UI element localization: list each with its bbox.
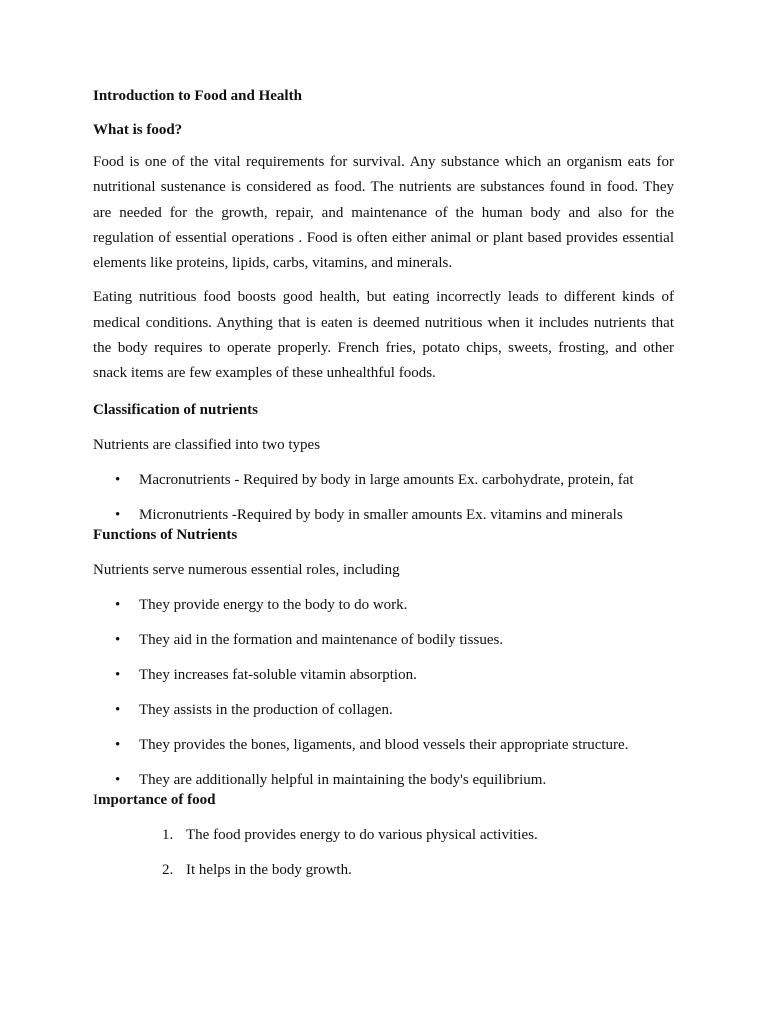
list-item <box>93 470 674 490</box>
paragraph-nutritious-food: Eating nutritious food boosts good health, but eating incorrectly leads to different kinds of medical conditions. Anything that is eaten is deemed nutritious when it includes nutrients that the body requires to operate properly. French fries, potato chips, sweets, frosting, and other snack items are few examples of these unhealthful foods. <box>93 289 674 382</box>
list-item-text: Micronutrients -Required by body in smaller amounts Ex. vitamins and minerals <box>139 506 623 523</box>
bullet-icon: • <box>115 666 121 683</box>
bullet-icon: • <box>115 701 121 718</box>
paragraph-food-definition: Food is one of the vital requirements for survival. Any substance which an organism eats for nutritional sustenance is considered as food. The nutrients are substances found in food. They are needed for the growth, repair, and maintenance of the human body and also for the regulation of essential operations . Food is often either animal or plant based provides essential elements like proteins, lipids, carbs, vitamins, and minerals. <box>93 154 674 272</box>
list-item <box>93 770 674 790</box>
functions-list <box>93 595 674 790</box>
importance-list <box>93 825 674 880</box>
list-number: 2. <box>162 861 174 878</box>
bullet-icon: • <box>115 736 121 753</box>
list-item <box>93 595 674 615</box>
list-item-text: They aid in the formation and maintenance of bodily tissues. <box>139 631 504 648</box>
bullet-icon: • <box>115 771 121 788</box>
section-heading-classification: Classification of nutrients <box>93 401 258 418</box>
bullet-icon: • <box>115 471 121 488</box>
heading-initial: I <box>93 791 98 808</box>
classification-intro: Nutrients are classified into two types <box>93 436 321 453</box>
document-page <box>93 86 674 880</box>
list-item <box>93 630 674 650</box>
list-item-text: They provide energy to the body to do work. <box>139 596 408 613</box>
list-item-text: They assists in the production of collagen. <box>139 701 393 718</box>
list-item <box>93 860 674 880</box>
bullet-icon: • <box>115 631 121 648</box>
classification-list <box>93 470 674 525</box>
list-number: 1. <box>162 826 174 843</box>
list-item <box>93 700 674 720</box>
document-title: Introduction to Food and Health <box>93 88 302 104</box>
heading-rest: mportance of food <box>98 791 216 808</box>
section-heading-what-is-food: What is food? <box>93 122 183 138</box>
list-item <box>93 735 674 755</box>
section-heading-functions: Functions of Nutrients <box>93 526 238 543</box>
list-item-text: They are additionally helpful in maintaining the body's equilibrium. <box>139 771 547 788</box>
section-heading-importance <box>93 790 674 810</box>
list-item-text: Macronutrients - Required by body in large amounts Ex. carbohydrate, protein, fat <box>139 471 634 488</box>
list-item-text: They increases fat-soluble vitamin absorption. <box>139 666 417 683</box>
bullet-icon: • <box>115 506 121 523</box>
list-item <box>93 665 674 685</box>
functions-intro: Nutrients serve numerous essential roles, including <box>93 561 400 578</box>
list-item-text: It helps in the body growth. <box>186 861 352 878</box>
list-item-text: The food provides energy to do various physical activities. <box>186 826 538 843</box>
bullet-icon: • <box>115 596 121 613</box>
list-item-text: They provides the bones, ligaments, and blood vessels their appropriate structure. <box>139 736 629 753</box>
list-item <box>93 825 674 845</box>
list-item <box>93 505 674 525</box>
